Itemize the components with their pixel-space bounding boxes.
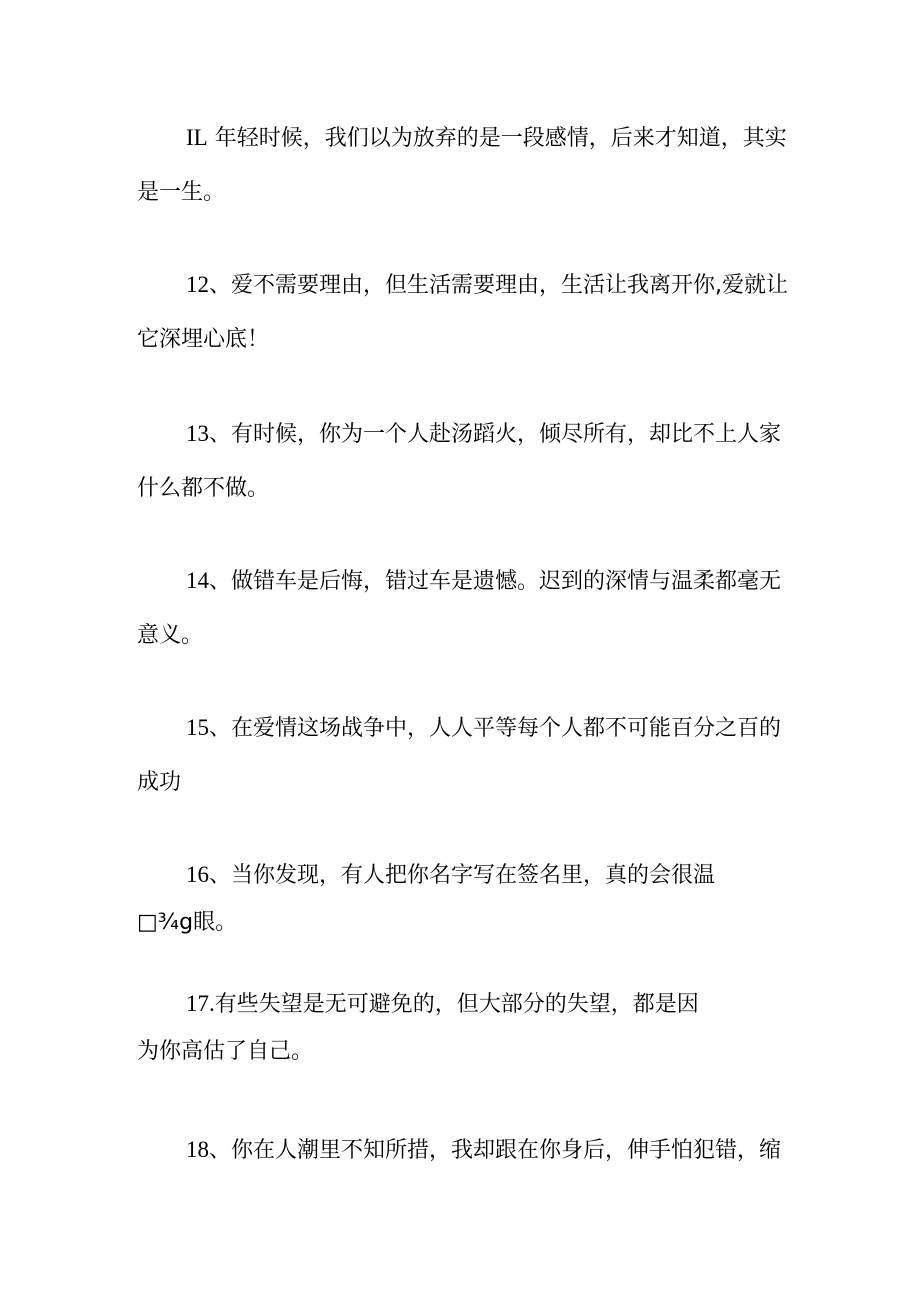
paragraph-separator: 、 — [209, 716, 232, 741]
paragraph-text: 有些失望是无可避免的，但大部分的失望，都是因 — [214, 992, 699, 1017]
paragraph-text: 爱不需要理由，但生活需要理由，生活让我离开你,爱就让 — [231, 273, 789, 298]
paragraph-separator: 、 — [209, 273, 232, 298]
paragraph-line-1 — [186, 989, 699, 1019]
paragraph-text: 在爱情这场战争中，人人平等每个人都不可能百分之百的 — [231, 716, 782, 741]
paragraph-text: 年轻时候，我们以为放弃的是一段感情，后来才知道，其实 — [214, 126, 787, 151]
paragraph-separator — [208, 126, 215, 151]
paragraph-line-1 — [186, 123, 787, 153]
paragraph-number: 15 — [186, 715, 209, 740]
paragraph-text: 当你发现，有人把你名字写在签名里，真的会很温 — [231, 863, 716, 888]
paragraph-text: 有时候，你为一个人赴汤蹈火，倾尽所有，却比不上人家 — [231, 422, 782, 447]
paragraph-text: 做错车是后悔，错过车是遗憾。迟到的深情与温柔都毫无 — [231, 569, 782, 594]
paragraph-separator: 、 — [209, 1138, 232, 1163]
paragraph-number: 17. — [186, 991, 215, 1016]
paragraph-line-2: 成功 — [137, 770, 182, 795]
paragraph-line-2: 为你高估了自己。 — [137, 1039, 314, 1064]
paragraph-number: 16 — [186, 862, 209, 887]
paragraph-line-1 — [186, 1135, 781, 1165]
paragraph-line-2: □¾g眼。 — [137, 910, 238, 935]
paragraph-number: 13 — [186, 421, 209, 446]
paragraph-line-2: 什么都不做。 — [137, 476, 270, 501]
paragraph-number: 18 — [186, 1137, 209, 1162]
paragraph-line-1 — [186, 270, 788, 300]
paragraph-number: 12 — [186, 272, 209, 297]
paragraph-number: 14 — [186, 568, 209, 593]
paragraph-text: 你在人潮里不知所措，我却跟在你身后，伸手怕犯错，缩 — [231, 1138, 782, 1163]
paragraph-line-1 — [186, 713, 781, 743]
paragraph-line-2: 它深埋心底！ — [137, 327, 270, 352]
paragraph-separator: 、 — [209, 569, 232, 594]
paragraph-line-1 — [186, 419, 781, 449]
paragraph-line-2: 是一生。 — [137, 180, 226, 205]
paragraph-separator: 、 — [209, 863, 232, 888]
paragraph-number: IL — [186, 125, 208, 150]
paragraph-line-2: 意义。 — [137, 623, 204, 648]
paragraph-line-1 — [186, 566, 781, 596]
paragraph-separator: 、 — [209, 422, 232, 447]
paragraph-line-1 — [186, 860, 715, 890]
